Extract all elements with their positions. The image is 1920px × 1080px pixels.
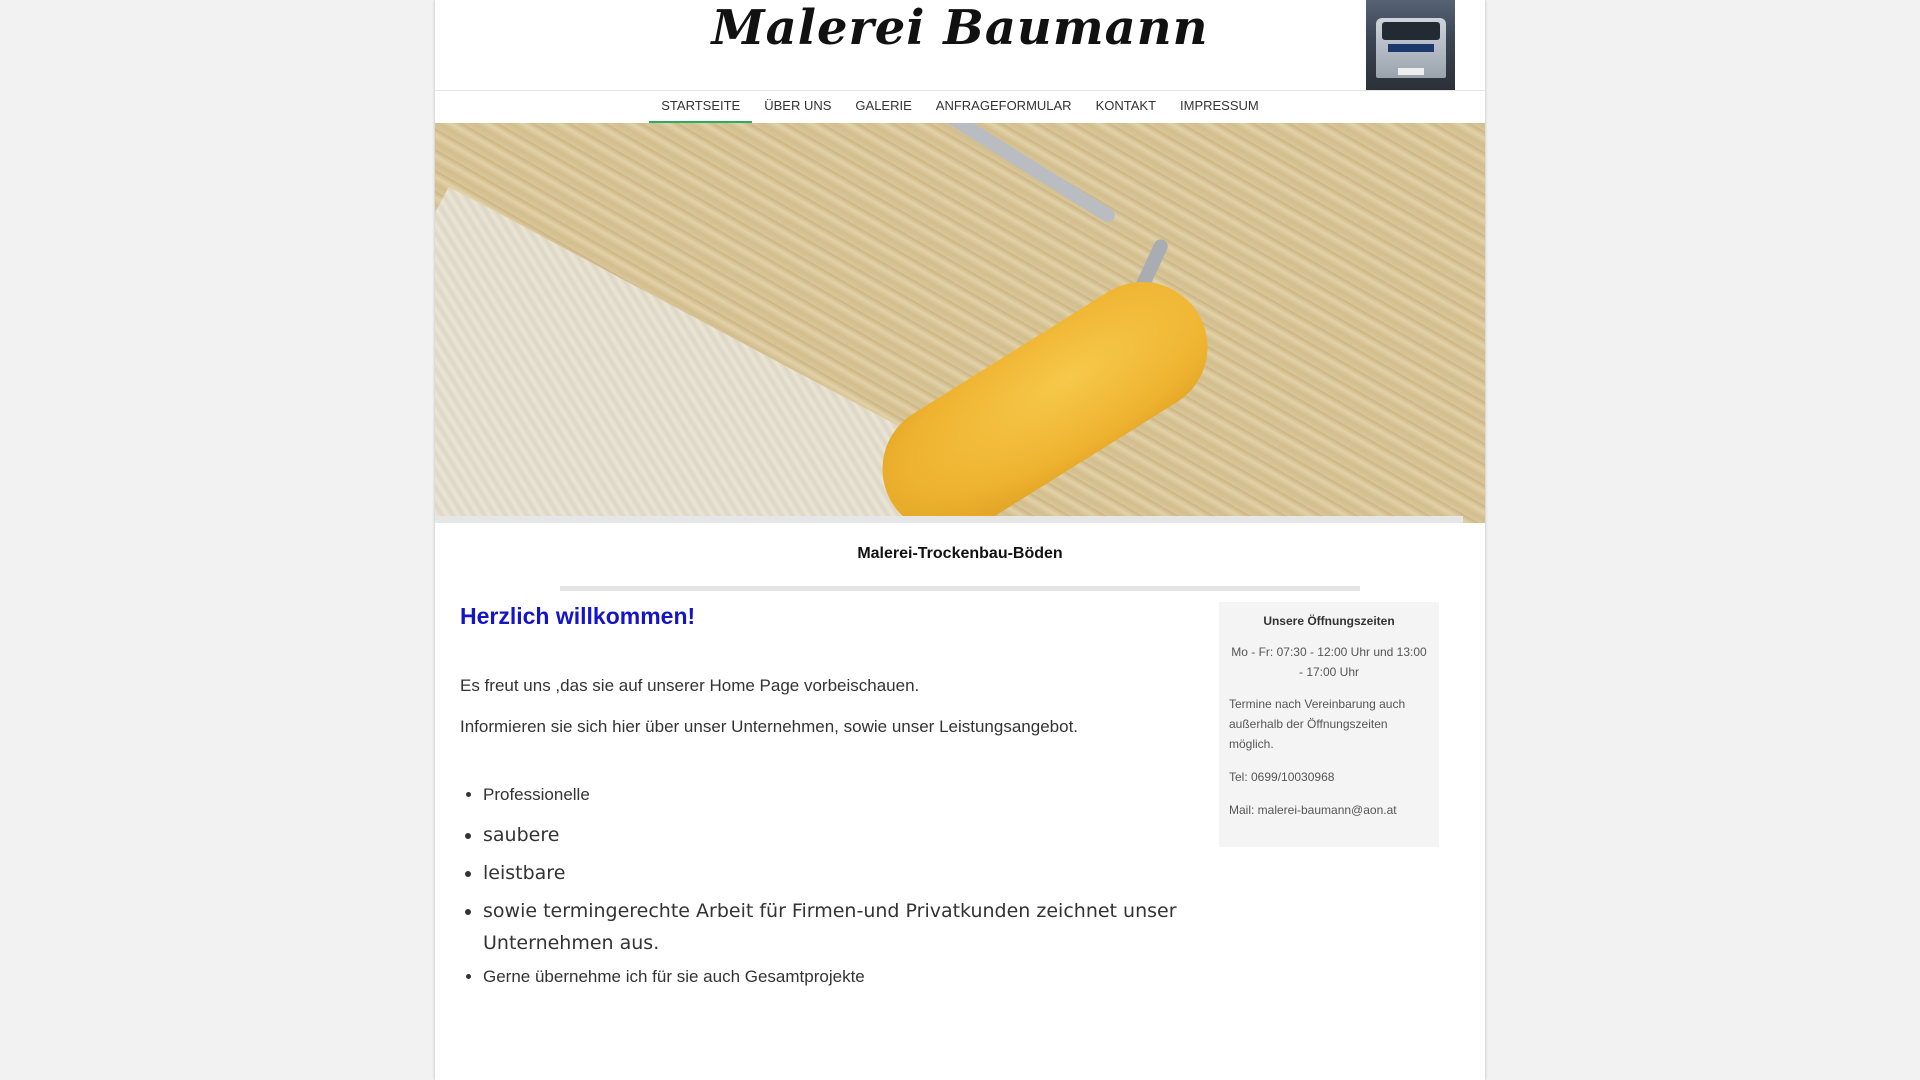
page-container — [435, 0, 1485, 1080]
van-plate — [1398, 68, 1424, 75]
opening-hours-text: Mo - Fr: 07:30 - 12:00 Uhr und 13:00 - 17:00 Uhr — [1231, 645, 1427, 679]
appointment-note: Termine nach Vereinbarung auch außerhalb der Öffnungszeiten möglich. — [1229, 697, 1406, 751]
services-list — [460, 783, 1180, 989]
main-content — [460, 600, 1180, 1001]
list-item: • sowie termingerechte Arbeit für Firmen-und Privatkunden zeichnet unser Unternehmen aus. — [483, 895, 1180, 959]
intro-paragraph: Es freut uns ,das sie auf unserer Home Page vorbeischauen. — [460, 676, 920, 695]
list-item: • Professionelle — [483, 783, 1180, 807]
nav-item-ueber-uns[interactable]: ÜBER UNS — [764, 98, 832, 113]
list-item: • saubere — [483, 819, 1180, 851]
van-image[interactable] — [1366, 0, 1455, 90]
van-logo-label — [1388, 44, 1434, 52]
paint-roller — [858, 257, 1232, 523]
info-paragraph: Informieren sie sich hier über unser Unternehmen, sowie unser Leistungsangebot. — [460, 717, 1079, 736]
divider — [560, 586, 1360, 591]
nav-item-galerie[interactable]: GALERIE — [855, 98, 912, 113]
welcome-heading: Herzlich willkommen! — [460, 603, 696, 629]
hero-bottom-bar — [435, 516, 1463, 523]
main-navigation — [435, 90, 1485, 124]
phone-number[interactable]: Tel: 0699/10030968 — [1229, 770, 1335, 784]
list-item: • Gerne übernehme ich für sie auch Gesamtprojekte — [483, 965, 1180, 989]
nav-item-startseite[interactable]: STARTSEITE — [649, 91, 752, 124]
tagline: Malerei-Trockenbau-Böden — [857, 545, 1063, 562]
site-title[interactable]: Malerei Baumann — [711, 0, 1209, 56]
nav-item-impressum[interactable]: IMPRESSUM — [1180, 98, 1259, 113]
roller-handle — [915, 123, 1117, 225]
hero-image — [435, 123, 1485, 523]
nav-item-anfrageformular[interactable]: ANFRAGEFORMULAR — [935, 98, 1072, 113]
van-windshield — [1382, 22, 1440, 40]
opening-hours-title: Unsere Öffnungszeiten — [1263, 614, 1395, 628]
opening-hours-sidebar — [1219, 602, 1439, 847]
email-address[interactable]: Mail: malerei-baumann@aon.at — [1229, 803, 1397, 817]
list-item: • leistbare — [483, 857, 1180, 889]
nav-item-kontakt[interactable]: KONTAKT — [1095, 98, 1157, 113]
header — [435, 0, 1485, 90]
